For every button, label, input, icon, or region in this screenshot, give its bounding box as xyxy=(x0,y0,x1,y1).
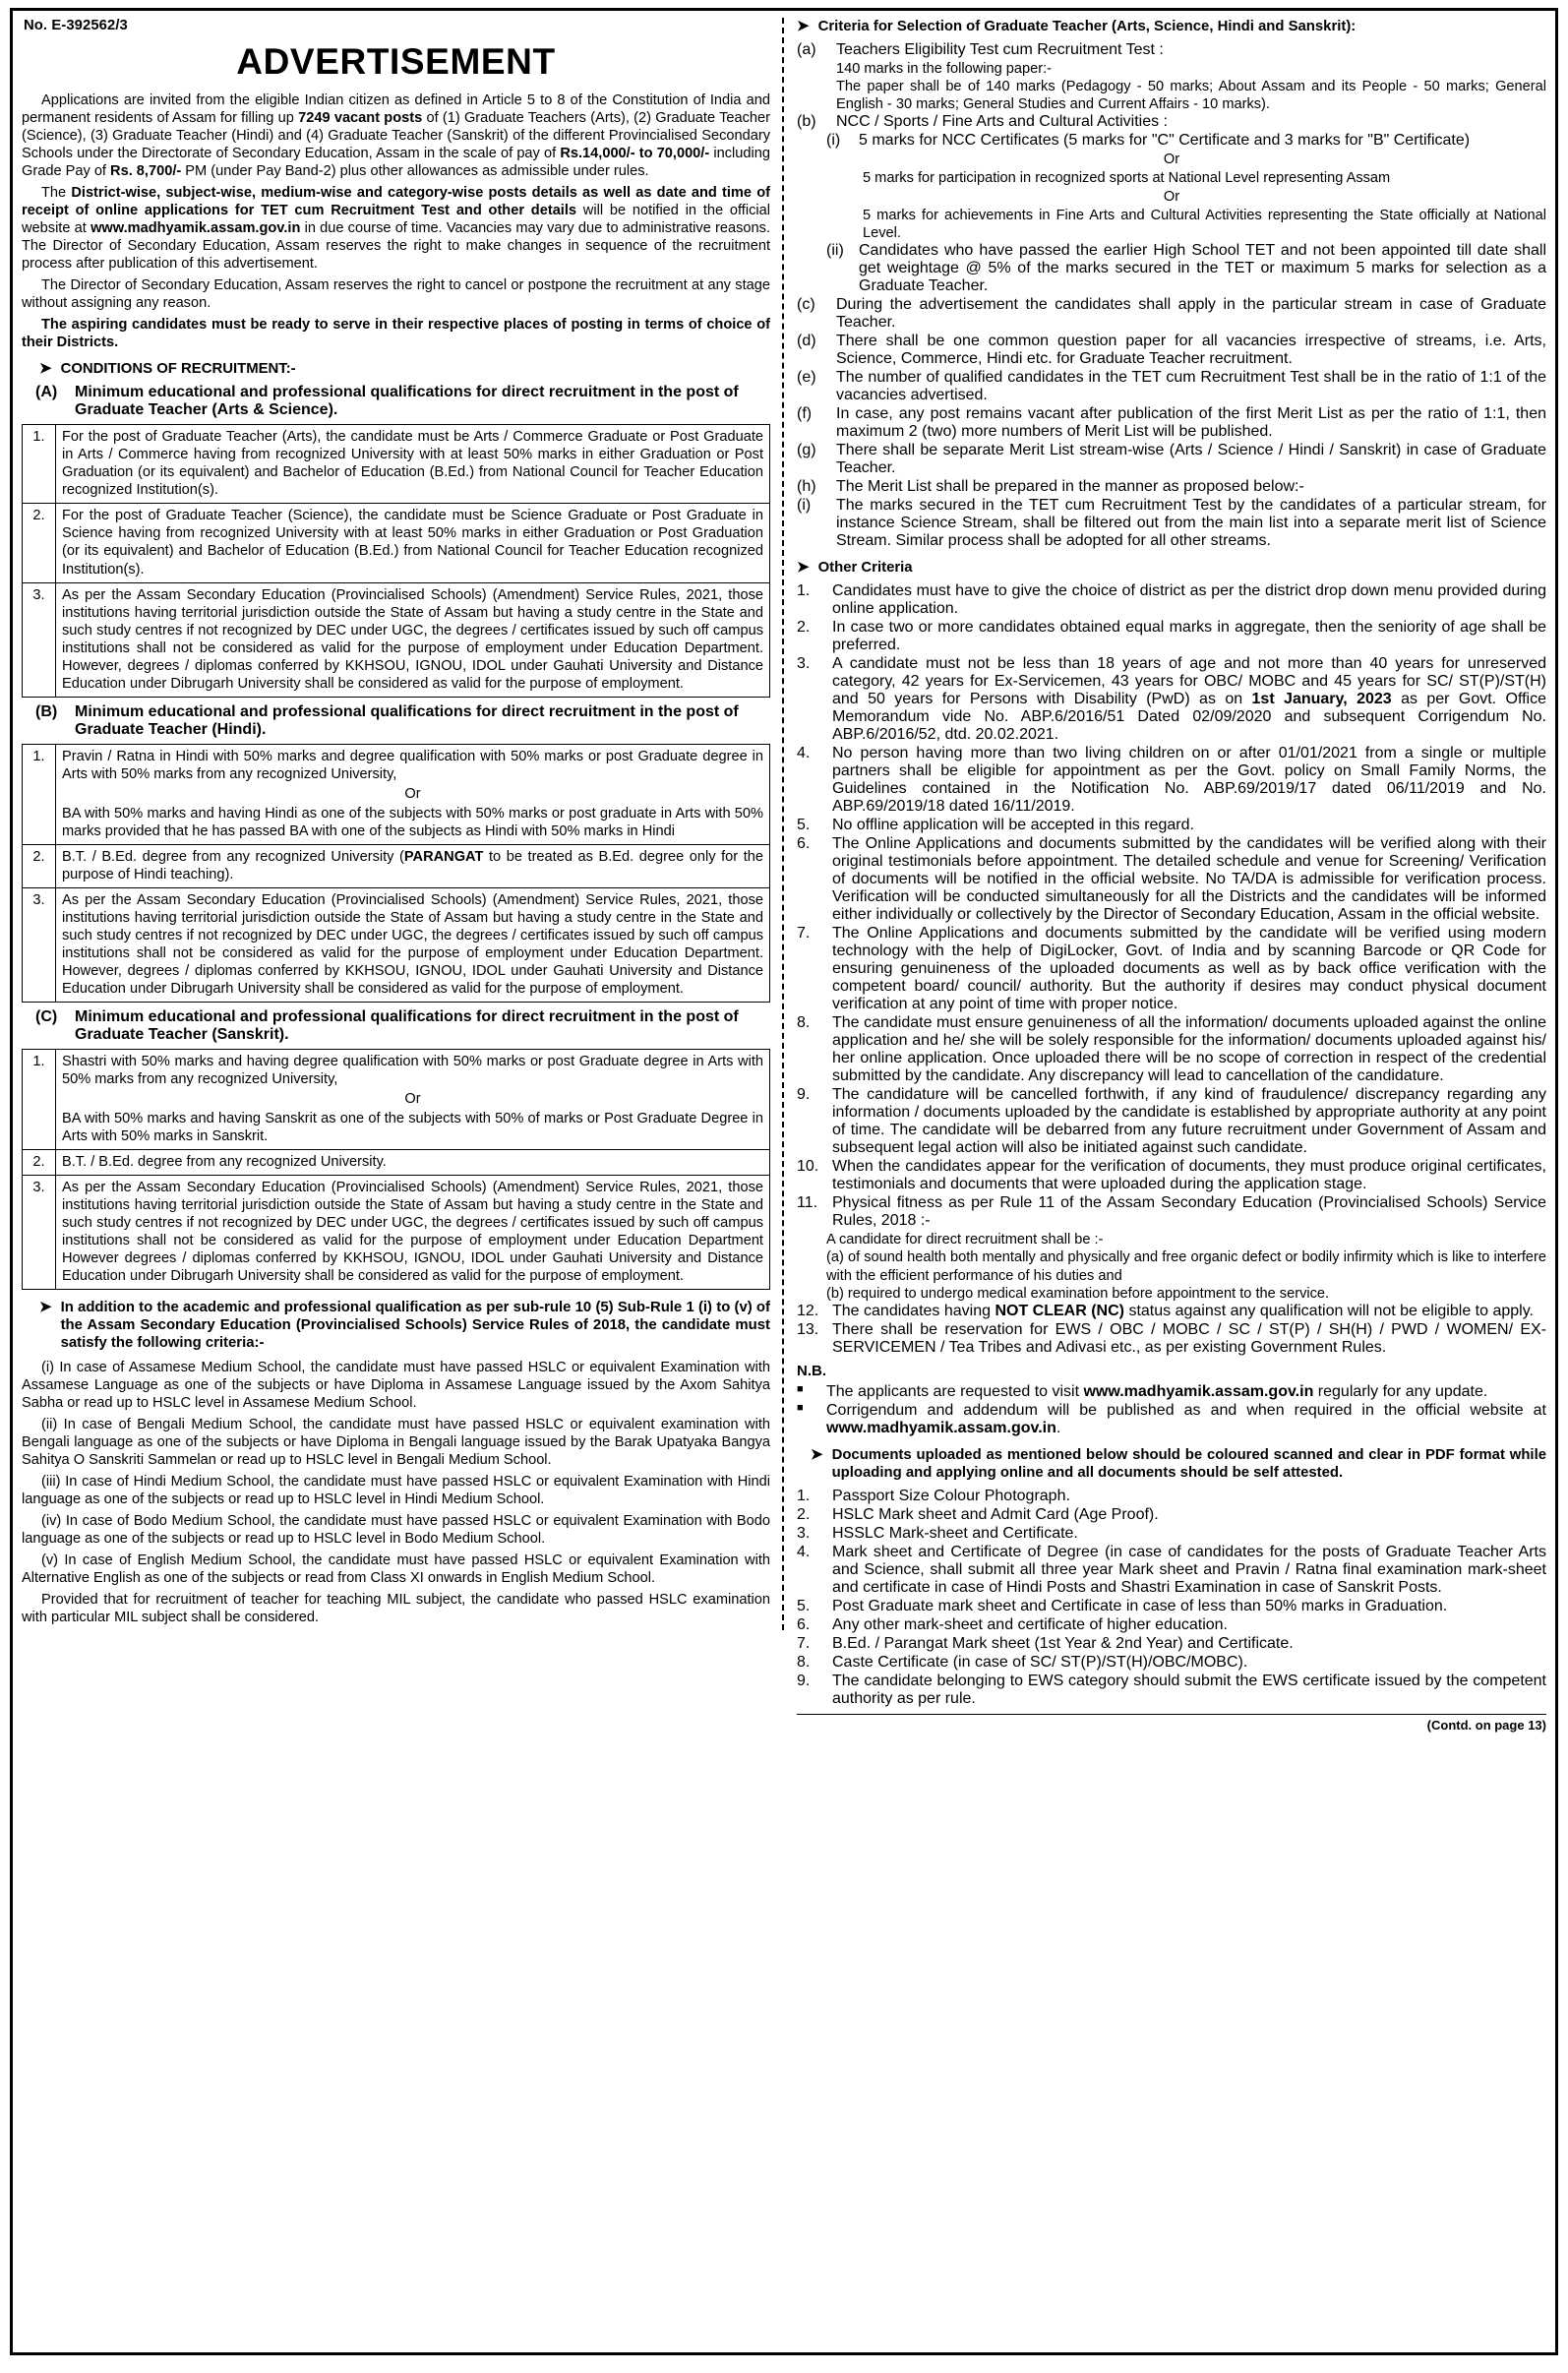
or-separator: Or xyxy=(1163,152,1180,168)
item-number: 11. xyxy=(797,1194,818,1212)
item-marker: (f) xyxy=(797,405,813,423)
item-text: Teachers Eligibility Test cum Recruitment Test : xyxy=(836,41,1164,59)
item-text: The marks secured in the TET cum Recruitment Test by the candidates of a particular stream, for instance Science Stream, shall be filtered out from the main list into a separate merit list of Science Stream. Similar process shall be adopted for all other streams. xyxy=(836,497,1546,550)
item-number: 13. xyxy=(797,1320,819,1338)
nb-bullet xyxy=(797,1383,1546,1401)
criteria-item-b xyxy=(797,113,1546,131)
item-text: The number of qualified candidates in the TET cum Recruitment Test shall be in the ratio of 1:1 of the vacancies advertised. xyxy=(836,369,1546,404)
row-text: As per the Assam Secondary Education (Provincialised Schools) (Amendment) Service Rules, 2021, those institutions having territorial jurisdiction outside the State of Assam but having a study centre in the State and such study centres if not recognized by DEC under UGC, the degrees / certificates issued by such off campus institutions shall not be considered as valid for the purpose of employment under Education Department However degrees / diplomas conferred by KKHSOU, IGNOU, IDOL under Gauhati University and Distance Education under Dibrugarh University shall be considered as valid for the purpose of employment. xyxy=(56,1175,770,1289)
item-number: 12. xyxy=(797,1302,819,1319)
section-a-heading: (A) Minimum educational and professional qualifications for direct recruitment in the post of Graduate Teacher (Arts & Science). xyxy=(35,384,739,419)
item-text: A candidate must not be less than 18 years of age and not more than 40 years for unreserved category, 42 years for Ex-Servicemen, 43 years for OBC/ MOBC and 45 years for SC/ ST(P)/ST(H) and 50 years for Persons with Disability (PwD) as on 1st January, 2023 as per Govt. Office Memorandum vide No. ABP.6/2016/51 Dated 02/09/2020 and subsequent Corrigendum No. ABP.6/2016/52, dtd. 20.02.2021. xyxy=(832,655,1547,744)
table-row xyxy=(23,425,770,504)
section-a-table xyxy=(22,424,770,697)
item-11-sub-b: (b) required to undergo medical examination before appointment to the service. xyxy=(826,1285,1330,1302)
medium-item: (v) In case of English Medium School, the candidate must have passed HSLC or equivalent Examination with Alternative English as one of the subjects or read from Class XI onwards in English Medium School. xyxy=(22,1552,770,1586)
proviso-paragraph: Provided that for recruitment of teacher for teaching MIL subject, the candidate who passed HSLC examination with particular MIL subject shall be considered. xyxy=(22,1591,770,1625)
row-number: 1. xyxy=(23,744,56,844)
other-criteria-heading: ➤ Other Criteria xyxy=(797,559,913,577)
continued-notice: (Contd. on page 13) xyxy=(797,1714,1546,1733)
item-number: 3. xyxy=(797,1524,811,1542)
item-text: Passport Size Colour Photograph. xyxy=(832,1487,1070,1504)
item-text: HSLC Mark sheet and Admit Card (Age Proof). xyxy=(832,1505,1159,1523)
item-number: 8. xyxy=(797,1653,811,1671)
item-number: 9. xyxy=(797,1086,811,1104)
document-item xyxy=(797,1598,1546,1615)
row-text-part-a: Pravin / Ratna in Hindi with 50% marks and degree qualification with 50% marks or post Graduate degree in Arts with 50% marks from any recognized University, xyxy=(62,748,763,782)
item-text: The candidates having NOT CLEAR (NC) status against any qualification will not be eligible to apply. xyxy=(832,1302,1534,1319)
other-criteria-item-11 xyxy=(797,1194,1546,1230)
intro-paragraph-2: The District-wise, subject-wise, medium-wise and category-wise posts details as well as date and time of receipt of online applications for TET cum Recruitment Test and other details will be notified in the official website at www.madhyamik.assam.gov.in in due course of time. Vacancies may vary due to administrative reasons. The Director of Secondary Education, Assam reserves the right to make changes in sequence of the recruitment process after publication of this advertisement. xyxy=(22,185,771,273)
section-c-heading: (C) Minimum educational and professional qualifications for direct recruitment in the post of Graduate Teacher (Sanskrit). xyxy=(35,1007,739,1043)
item-text: Candidates must have to give the choice of district as per the district drop down menu provided during online application. xyxy=(832,582,1546,618)
or-separator: Or xyxy=(1163,189,1180,206)
item-text: Post Graduate mark sheet and Certificate in case of less than 50% marks in Graduation. xyxy=(832,1597,1448,1614)
table-row xyxy=(23,582,770,697)
item-text: Mark sheet and Certificate of Degree (in case of candidates for the posts of Graduate Teacher Arts and Science, shall submit all three year Mark sheet and Pravin / Ratna final examination mark-sheet and certificate in case of Hindi Posts and Shastri Examination in case of Sanskrit Posts. xyxy=(832,1543,1546,1596)
criteria-item-b-i-alt2: 5 marks for achievements in Fine Arts and Cultural Activities representing the State officially at National Level. xyxy=(863,208,1546,242)
document-item xyxy=(797,1506,1546,1524)
arrow-bullet-icon: ➤ xyxy=(811,1445,823,1463)
intro-paragraph-3: The Director of Secondary Education, Assam reserves the right to cancel or postpone the recruitment at any stage without assigning any reason. xyxy=(22,277,770,312)
item-marker: (e) xyxy=(797,369,816,387)
row-text: For the post of Graduate Teacher (Science), the candidate must be Science Graduate or Post Graduate in Science having from recognized University with at least 50% marks in either Graduation or Post Graduation (or its equivalent) and Bachelor of Education (B.Ed.) from National Council for Teacher Education recognized Institution(s). xyxy=(56,504,770,582)
item-marker: (h) xyxy=(797,478,816,496)
row-number: 2. xyxy=(23,844,56,887)
section-a-body xyxy=(23,425,770,697)
other-criteria-item-12 xyxy=(797,1303,1546,1320)
item-text: Physical fitness as per Rule 11 of the Assam Secondary Education (Provincialised Schools) Service Rules, 2018 :- xyxy=(832,1194,1546,1230)
arrow-bullet-icon: ➤ xyxy=(797,18,810,34)
item-11-line2: A candidate for direct recruitment shall be :- xyxy=(826,1232,1104,1248)
criteria-item-f xyxy=(797,405,1546,441)
criteria-item-h xyxy=(797,478,1546,496)
row-text: As per the Assam Secondary Education (Provincialised Schools) (Amendment) Service Rules, 2021, those institutions having territorial jurisdiction outside the State of Assam but having a study centre in the State and such study centres if not recognized by DEC under UGC, the degrees / certificates issued by such off campus institutions shall not be considered as valid for the purpose of employment under Education Department. However, degrees / diplomas conferred by KKHSOU, IGNOU, IDOL under Gauhati University and Distance Education under Dibrugarh University shall be considered as valid for the purpose of employment. xyxy=(56,582,770,697)
item-marker: (i) xyxy=(797,497,812,515)
nb-bullet xyxy=(797,1402,1546,1437)
table-row xyxy=(23,844,770,887)
other-criteria-item xyxy=(797,835,1546,924)
document-item xyxy=(797,1654,1546,1672)
criteria-item-a xyxy=(797,41,1546,59)
section-b-body xyxy=(23,744,770,1002)
medium-item: (ii) In case of Bengali Medium School, the candidate must have passed HSLC or equivalent examination with Bengali language as one of the subjects or have Diploma in Bengali language issued by the Barak Upatyaka Bangya Sahitya O Sanskriti Sammelan or read up to HSLC level in Bengali Medium School. xyxy=(22,1416,770,1468)
right-column xyxy=(784,18,1546,1733)
item-marker: (i) xyxy=(826,132,841,150)
item-number: 2. xyxy=(797,1505,811,1523)
item-marker: (d) xyxy=(797,333,816,350)
other-criteria-item xyxy=(797,582,1546,618)
item-number: 2. xyxy=(797,619,811,637)
row-text: As per the Assam Secondary Education (Provincialised Schools) (Amendment) Service Rules, 2021, those institutions having territorial jurisdiction outside the State of Assam but having a study centre in the State and such study centres if not recognized by DEC under UGC, the degrees / certificates issued by such off campus institutions shall not be considered as valid for the purpose of employment under Education Department. However, degrees / diplomas conferred by KKHSOU, IGNOU, IDOL under Gauhati University and Distance Education under Dibrugarh University shall be considered as valid for the purpose of employment. xyxy=(56,887,770,1002)
document-item xyxy=(797,1616,1546,1634)
row-or-separator: Or xyxy=(404,1090,421,1107)
medium-item: (iv) In case of Bodo Medium School, the candidate must have passed HSLC or equivalent Examination with Bodo language as one of the subjects or read up to HSLC level in Bodo Medium School. xyxy=(22,1512,770,1547)
document-item xyxy=(797,1635,1546,1653)
criteria-item-d xyxy=(797,333,1546,368)
section-b-table xyxy=(22,744,770,1003)
two-column-layout xyxy=(22,18,1546,1733)
arrow-bullet-icon: ➤ xyxy=(39,360,52,378)
item-number: 4. xyxy=(797,1543,811,1560)
criteria-item-c xyxy=(797,296,1546,332)
document-number: No. E-392562/3 xyxy=(24,18,128,33)
criteria-item-a-line3: The paper shall be of 140 marks (Pedagogy - 50 marks; About Assam and its People - 50 marks; General English - 30 marks; General Studies and Current Affairs - 10 marks). xyxy=(836,79,1546,113)
item-marker: (a) xyxy=(797,41,816,59)
row-text-part-a: Shastri with 50% marks and having degree qualification with 50% marks or post Graduate degree in Arts with 50% marks from any recognized University, xyxy=(62,1053,763,1087)
document-item xyxy=(797,1544,1546,1597)
other-criteria-item xyxy=(797,1086,1546,1157)
other-criteria-item xyxy=(797,745,1546,816)
other-criteria-item xyxy=(797,1158,1546,1193)
item-number: 8. xyxy=(797,1014,811,1032)
other-criteria-item-13 xyxy=(797,1321,1546,1357)
item-text: Any other mark-sheet and certificate of higher education. xyxy=(832,1615,1228,1633)
item-text: When the candidates appear for the verification of documents, they must produce original certificates, testimonials and documents that were uploaded during the application stage. xyxy=(832,1158,1546,1193)
square-bullet-icon: ■ xyxy=(797,1401,804,1414)
item-number: 6. xyxy=(797,835,811,853)
item-text: The candidature will be cancelled forthwith, if any kind of fraudulence/ discrepancy regarding any information / documents uploaded by the candidate is established by appropriate authority at any point of time. The candidate will be debarred from any future recruitment under Government of Assam and subsequent legal action will also be initiated against such candidate. xyxy=(832,1086,1546,1157)
item-text: The candidate belonging to EWS category should submit the EWS certificate issued by the competent authority as per rule. xyxy=(832,1672,1546,1707)
other-criteria-item xyxy=(797,1014,1546,1085)
arrow-bullet-icon: ➤ xyxy=(39,1299,52,1315)
row-text: B.T. / B.Ed. degree from any recognized University. xyxy=(56,1149,770,1175)
item-number: 7. xyxy=(797,925,811,943)
criteria-item-i xyxy=(797,497,1546,550)
item-text: The applicants are requested to visit www.madhyamik.assam.gov.in regularly for any update. xyxy=(826,1382,1488,1400)
other-criteria-item xyxy=(797,619,1546,654)
item-text: B.Ed. / Parangat Mark sheet (1st Year & 2nd Year) and Certificate. xyxy=(832,1634,1294,1652)
selection-criteria-heading: ➤ Criteria for Selection of Graduate Teacher (Arts, Science, Hindi and Sanskrit): xyxy=(797,18,1357,34)
item-text: 5 marks for NCC Certificates (5 marks for "C" Certificate and 3 marks for "B" Certificate) xyxy=(859,132,1471,150)
row-text-part-b: BA with 50% marks and having Sanskrit as one of the subjects with 50% of marks or Post Graduate Degree in Arts with 50% marks in Sanskrit. xyxy=(62,1110,763,1144)
item-text: During the advertisement the candidates shall apply in the particular stream in case of Graduate Teacher. xyxy=(836,296,1546,332)
table-row xyxy=(23,1149,770,1175)
item-text: The candidate must ensure genuineness of all the information/ documents uploaded against the online application and he/ she will be solely responsible for the information/ documents uploaded against his/ her online application. Once uploaded there will be no scope of correction in respect of the credential submitted by the candidate. Any discrepancy will lead to cancellation of the candidature. xyxy=(832,1014,1546,1085)
square-bullet-icon: ■ xyxy=(797,1382,804,1395)
item-text: No person having more than two living children on or after 01/01/2021 from a single or multiple partners shall be eligible for appointment as per the Govt. policy on Small Family Norms, the Guidelines contained in the Notification No. ABP.69/2019/17 dated 06/11/2019 and No. ABP.69/2019/18 dated 16/11/2019. xyxy=(832,745,1546,816)
row-or-separator: Or xyxy=(404,785,421,802)
section-c-table xyxy=(22,1049,770,1290)
additional-qualification-heading: ➤ In addition to the academic and professional qualification as per sub-rule 10 (5) Sub-Rule 1 (i) to (v) of the Assam Secondary Education (Provincialised Schools) Service Rules of 2018, the candidate must satisfy the following criteria:- xyxy=(39,1299,770,1352)
item-number: 5. xyxy=(797,817,811,834)
row-number: 2. xyxy=(23,504,56,582)
item-text: In case, any post remains vacant after publication of the first Merit List as per the ratio of 1:1, then maximum 2 (two) more numbers of Merit List will be published. xyxy=(836,405,1546,441)
row-text xyxy=(56,1049,770,1149)
row-number: 3. xyxy=(23,887,56,1002)
intro-paragraph-4: The aspiring candidates must be ready to serve in their respective places of posting in terms of choice of their Districts. xyxy=(22,317,770,351)
page-title: ADVERTISEMENT xyxy=(236,41,556,82)
row-text-part-b: BA with 50% marks and having Hindi as one of the subjects with 50% marks or post graduate in Arts with 50% marks provided that he has passed BA with one of the subjects as Hindi with 50% marks in Hindi xyxy=(62,805,763,839)
item-text: Caste Certificate (in case of SC/ ST(P)/ST(H)/OBC/MOBC). xyxy=(832,1653,1248,1671)
criteria-item-a-line2: 140 marks in the following paper:- xyxy=(836,61,1053,78)
item-number: 10. xyxy=(797,1158,819,1176)
page-frame xyxy=(10,8,1558,2355)
row-text xyxy=(56,744,770,844)
row-number: 3. xyxy=(23,582,56,697)
criteria-item-b-ii xyxy=(797,242,1546,295)
item-number: 3. xyxy=(797,655,811,673)
item-marker: (g) xyxy=(797,442,816,459)
left-column xyxy=(22,18,784,1630)
documents-heading: ➤ Documents uploaded as mentioned below should be coloured scanned and clear in PDF format while uploading and applying online and all documents should be self attested. xyxy=(811,1445,1546,1481)
row-text: For the post of Graduate Teacher (Arts), the candidate must be Arts / Commerce Graduate or Post Graduate in Arts / Commerce having from recognized University with at least 50% marks in either Graduation or Post Graduation (or its equivalent) and Bachelor of Education (B.Ed.) from National Council for Teacher Education recognized Institution(s). xyxy=(56,425,770,504)
item-text: Corrigendum and addendum will be published as and when required in the official website at www.madhyamik.assam.gov.in. xyxy=(826,1401,1546,1436)
row-number: 1. xyxy=(23,425,56,504)
criteria-item-b-i xyxy=(797,132,1546,150)
medium-item: (i) In case of Assamese Medium School, the candidate must have passed HSLC or equivalent Examination with Assamese Language as one of the subjects or have Diploma in Assamese Language issued by the Axom Sahitya Sabha or read up to HSLC level in Assamese Medium School. xyxy=(22,1359,770,1411)
table-row xyxy=(23,504,770,582)
document-item xyxy=(797,1673,1546,1708)
item-text: HSSLC Mark-sheet and Certificate. xyxy=(832,1524,1078,1542)
item-text: There shall be one common question paper for all vacancies irrespective of streams, i.e. Arts, Science, Commerce, Hindi etc. for Graduate Teacher recruitment. xyxy=(836,333,1546,368)
arrow-bullet-icon: ➤ xyxy=(797,559,810,577)
item-text: The Online Applications and documents submitted by the candidate will be verified using modern technology with the help of DigiLocker, Govt. of India and by scanning Barcode or QR Code for ensuring genuineness of the uploaded documents as well as by back office verification with the competent board/ council/ authority. But the authority if desires may conduct physical document verification at any point of time with proper notice. xyxy=(832,925,1546,1013)
row-number: 1. xyxy=(23,1049,56,1149)
item-text: There shall be separate Merit List stream-wise (Arts / Science / Hindi / Sanskrit) in case of Graduate Teacher. xyxy=(836,442,1546,477)
item-text: NCC / Sports / Fine Arts and Cultural Activities : xyxy=(836,113,1169,131)
other-criteria-item xyxy=(797,925,1546,1013)
row-number: 3. xyxy=(23,1175,56,1289)
other-criteria-item xyxy=(797,817,1546,834)
item-number: 1. xyxy=(797,582,811,600)
criteria-item-g xyxy=(797,442,1546,477)
item-text: Candidates who have passed the earlier High School TET and not been appointed till date shall get weightage @ 5% of the marks secured in the TET or maximum 5 marks for selection as a Graduate Teacher. xyxy=(859,242,1546,295)
document-item xyxy=(797,1488,1546,1505)
conditions-heading: ➤ CONDITIONS OF RECRUITMENT:- xyxy=(39,360,296,378)
item-11-sub-a: (a) of sound health both mentally and physically and free organic defect or bodily infirmity which is like to interfere with the efficient performance of his duties and xyxy=(826,1249,1546,1284)
criteria-item-e xyxy=(797,369,1546,404)
table-row xyxy=(23,1175,770,1289)
item-text: There shall be reservation for EWS / OBC / MOBC / SC / ST(P) / SH(H) / PWD / WOMEN/ EX-SERVICEMEN / Tea Tribes and Adivasi etc., as per existing Government Rules. xyxy=(832,1320,1546,1356)
other-criteria-item xyxy=(797,655,1546,744)
item-number: 1. xyxy=(797,1487,811,1504)
item-number: 6. xyxy=(797,1615,811,1633)
medium-item: (iii) In case of Hindi Medium School, the candidate must have passed HSLC or equivalent Examination with Hindi language as one of the subjects or read up to HSLC level in Hindi Medium School. xyxy=(22,1473,770,1507)
document-item xyxy=(797,1525,1546,1543)
item-text: In case two or more candidates obtained equal marks in aggregate, then the seniority of age shall be preferred. xyxy=(832,619,1546,654)
table-row xyxy=(23,887,770,1002)
section-c-body xyxy=(23,1049,770,1289)
item-marker: (ii) xyxy=(826,242,844,260)
item-number: 7. xyxy=(797,1634,811,1652)
row-text: B.T. / B.Ed. degree from any recognized University (PARANGAT to be treated as B.Ed. degree only for the purpose of Hindi teaching). xyxy=(56,844,770,887)
item-number: 9. xyxy=(797,1672,811,1689)
section-b-heading: (B) Minimum educational and professional qualifications for direct recruitment in the post of Graduate Teacher (Hindi). xyxy=(35,702,739,738)
intro-paragraph-1: Applications are invited from the eligible Indian citizen as defined in Article 5 to 8 of the Constitution of India and permanent residents of Assam for filling up 7249 vacant posts of (1) Graduate Teachers (Arts), (2) Graduate Teacher (Science), (3) Graduate Teacher (Hindi) and (4) Graduate Teacher (Sanskrit) of the different Provincialised Secondary Schools under the Directorate of Secondary Education, Assam in the scale of pay of Rs.14,000/- to 70,000/- including Grade Pay of Rs. 8,700/- PM (under Pay Band-2) plus other allowances as admissible under rules. xyxy=(22,92,770,180)
item-number: 4. xyxy=(797,745,811,762)
item-marker: (c) xyxy=(797,296,815,314)
row-number: 2. xyxy=(23,1149,56,1175)
table-row xyxy=(23,744,770,844)
item-marker: (b) xyxy=(797,113,816,131)
nb-label: N.B. xyxy=(797,1362,826,1379)
item-text: The Online Applications and documents submitted by the candidates will be verified along with their original testimonials before appointment. The detailed schedule and venue for Screening/ Verification of documents will be notified in the official website. No TA/DA is admissible for verification process. Verification will be conducted simultaneously for all the Districts and the candidates will be informed either individually or collectively by the Director of Secondary Education, Assam in the official website. xyxy=(832,835,1546,924)
item-number: 5. xyxy=(797,1597,811,1614)
item-text: The Merit List shall be prepared in the manner as proposed below:- xyxy=(836,478,1304,496)
item-text: No offline application will be accepted in this regard. xyxy=(832,817,1194,834)
criteria-item-b-i-alt1: 5 marks for participation in recognized sports at National Level representing Assam xyxy=(863,170,1391,187)
table-row xyxy=(23,1049,770,1149)
